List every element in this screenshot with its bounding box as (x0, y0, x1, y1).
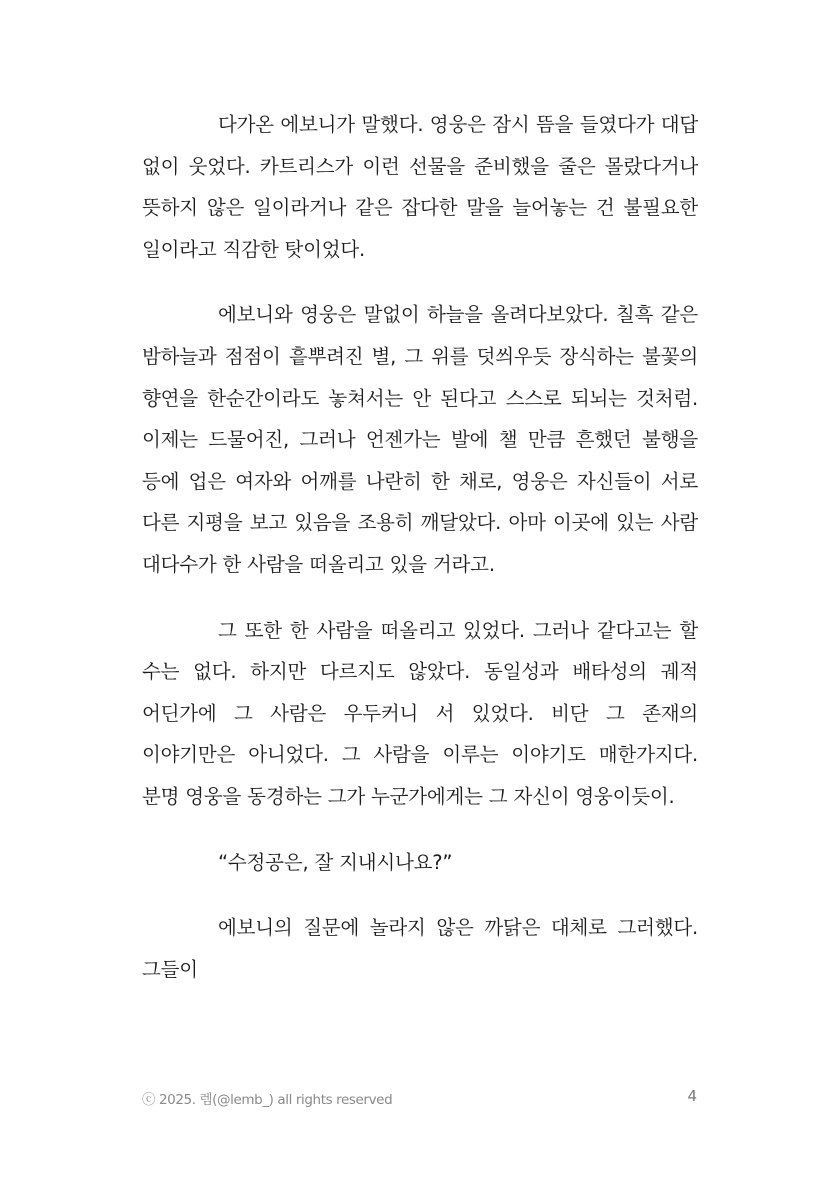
body-text (142, 104, 698, 1014)
copyright-notice: ⓒ 2025. 렘(@lemb_) all rights reserved (142, 1092, 393, 1108)
dialogue-line: “수정공은, 잘 지내시나요?” (218, 850, 453, 874)
page-number: 4 (687, 1087, 697, 1105)
paragraph: 에보니의 질문에 놀라지 않은 까닭은 대체로 그러했다. 그들이 (142, 916, 698, 981)
paragraph: 그 또한 한 사람을 떠올리고 있었다. 그러나 같다고는 할 수는 없다. 하지만 다르지도 않았다. 동일성과 배타성의 궤적 어딘가에 그 사람은 우두커니 서 있었다. 비단 그 존재의 이야기만은 아니었다. 그 사람을 이루는 이야기도 매한가지다. 분명 영웅을 동경하는 그가 누군가에게는 그 자신이 영웅이듯이. (142, 618, 698, 808)
paragraph: 다가온 에보니가 말했다. 영웅은 잠시 뜸을 들였다가 대답 없이 웃었다. 카트리스가 이런 선물을 준비했을 줄은 몰랐다거나 뜻하지 않은 일이라거나 같은 잡다한 말을 늘어놓는 건 불필요한 일이라고 직감한 탓이었다. (142, 113, 698, 261)
paragraph: 에보니와 영웅은 말없이 하늘을 올려다보았다. 칠흑 같은 밤하늘과 점점이 흩뿌려진 별, 그 위를 덧씌우듯 장식하는 불꽃의 향연을 한순간이라도 놓쳐서는 안 된다고 스스로 되뇌는 것처럼. 이제는 드물어진, 그러나 언젠가는 발에 챌 만큼 흔했던 불행을 등에 업은 여자와 어깨를 나란히 한 채로, 영웅은 자신들이 서로 다른 지평을 보고 있음을 조용히 깨달았다. 아마 이곳에 있는 사람 대다수가 한 사람을 떠올리고 있을 거라고. (142, 303, 698, 576)
